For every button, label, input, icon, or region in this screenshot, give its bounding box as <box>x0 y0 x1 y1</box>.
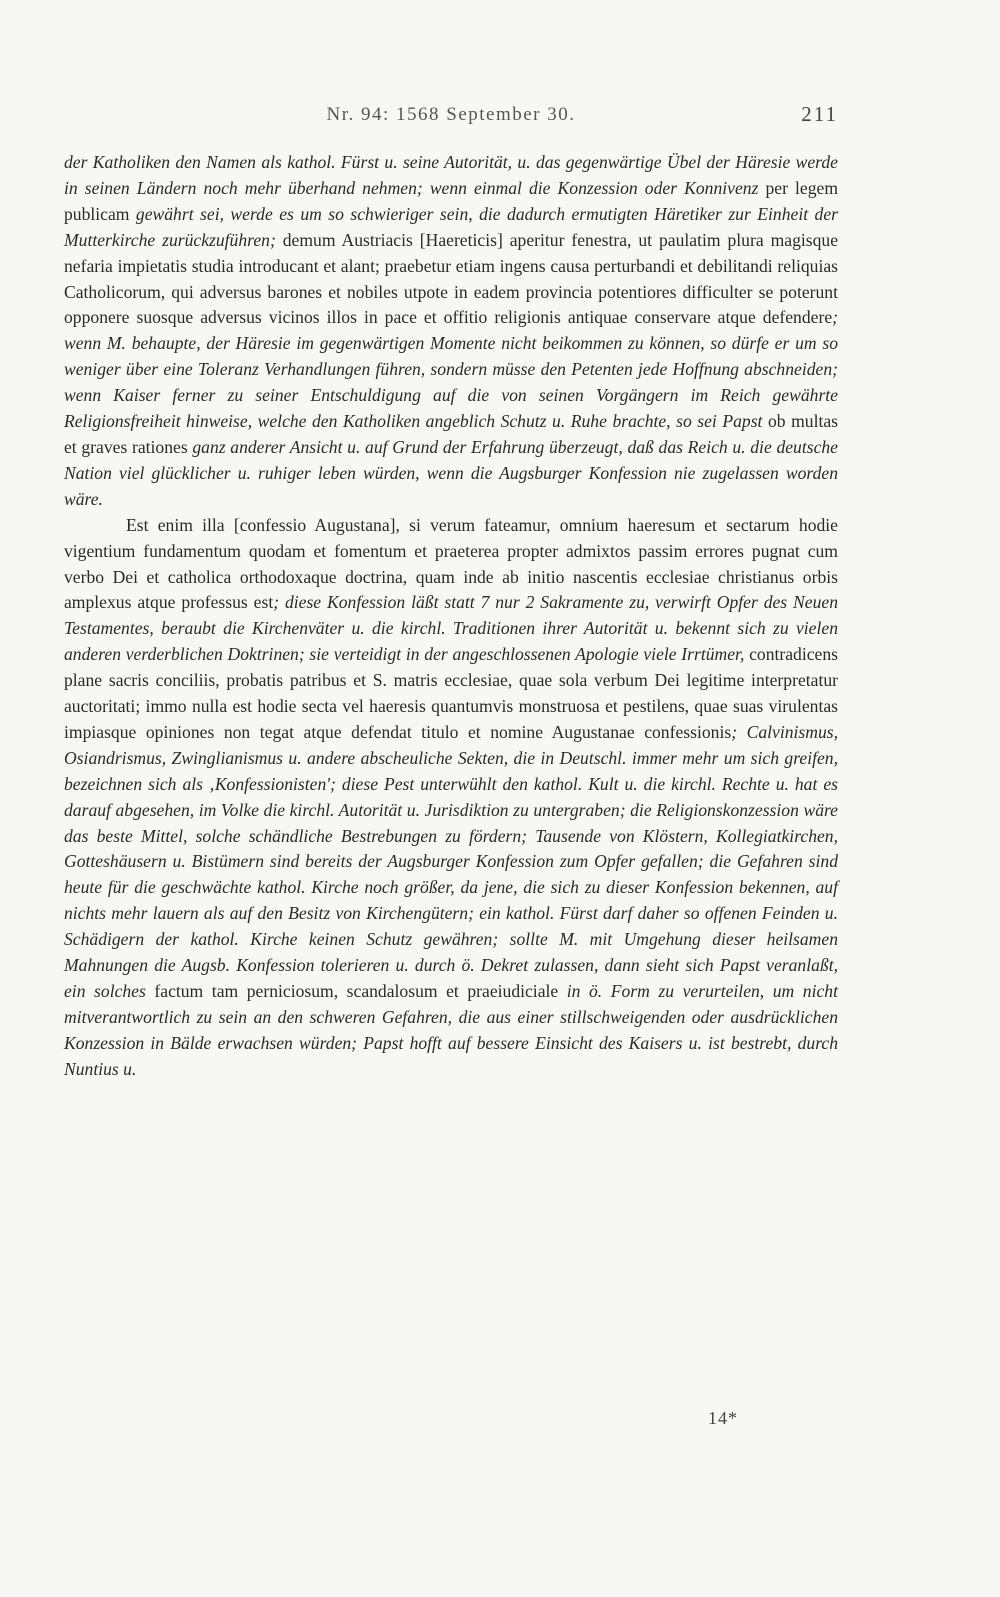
latin-quote-run: demum Austriacis [Haereticis] aperitur fenestra, ut paulatim plura magisque nefaria impietatis studia introducant et alant; praebetur etiam ingens causa perturbandi et debilitandi reliquias Catholicorum, qui adversus barones et nobiles utpote in eadem provincia potentiores difficulter se poterunt opponere suosque adversus vicinos illos in pace et offitio religionis antiquae conservare atque defendere <box>64 229 839 328</box>
page-number: 211 <box>801 102 838 126</box>
latin-quote-run: per legem publicam <box>64 177 839 224</box>
latin-quote-run: Est enim illa [confessio Augustana], si verum fateamur, omnium haeresum et sectarum hodie vigentium fundamentum quodam et fomentum et praeterea propter admixtos passim errores pugnat cum verbo Dei et catholica orthodoxaque doctrina, quam inde ab initio nascentis ecclesiae christianus orbis amplexus atque professus est <box>64 514 838 613</box>
latin-quote-run: factum tam perniciosum, scandalosum et praeiudiciale <box>145 981 567 1001</box>
signature-mark: 14* <box>708 1408 738 1428</box>
paragraph <box>64 150 838 513</box>
latin-quote-run: ob multas et graves rationes <box>64 411 838 457</box>
running-head <box>64 104 838 132</box>
german-summary-run: gewährt sei, werde es um so schwieriger sein, die dadurch ermutigten Häretiker zur Einheit der Mutterkirche zurückzuführen; <box>64 203 838 250</box>
latin-quote-run: contradicens plane sacris conciliis, probatis patribus et S. matris ecclesiae, quae sola verbum Dei legitime interpretatur auctoritati; immo nulla est hodie secta vel haeresis quantumvis monstruosa et pestilens, quae suas virulentas impiasque opiniones non tegat atque defendat titulo et nomine Augustanae confessionis <box>64 644 838 742</box>
german-summary-run: ; Calvinismus, Osiandrismus, Zwinglianismus u. andere abscheuliche Sekten, die in Deutschl. immer mehr um sich greifen, bezeichnen sich als ‚Konfessionisten'; diese Pest unterwühlt den kathol. Kult u. die kirchl. Rechte u. hat es darauf abgesehen, im Volke die kirchl. Autorität u. Jurisdiktion zu untergraben; die Religionskonzession wäre das beste Mittel, solche schändliche Bestrebungen zu fördern; Tausende von Klöstern, Kollegiatkirchen, Gotteshäusern u. Bistümern sind bereits der Augsburger Konfession zum Opfer gefallen; die Gefahren sind heute für die geschwächte kathol. Kirche noch größer, da jene, die sich zu dieser Konfession bekennen, auf nichts mehr lauern als auf den Besitz von Kirchengütern; ein kathol. Fürst darf daher so offenen Feinden u. Schädigern der kathol. Kirche keinen Schutz gewähren; sollte M. mit Umgehung dieser heilsamen Mahnungen die Augsb. Konfession tolerieren u. durch ö. Dekret zulassen, dann sieht sich Papst veranlaßt, ein solches <box>64 721 838 1001</box>
german-summary-run: ganz anderer Ansicht u. auf Grund der Erfahrung überzeugt, daß das Reich u. die deutsche Nation viel glücklicher u. ruhiger leben würden, wenn die Augsburger Konfession nie zugelassen worden wäre. <box>64 436 838 509</box>
german-summary-run: ; wenn M. behaupte, der Häresie im gegenwärtigen Momente nicht beikommen zu können, so dürfe er um so weniger über eine Toleranz Verhandlungen führen, sondern müsse den Petenten jede Hoffnung abschneiden; wenn Kaiser ferner zu seiner Entschuldigung auf die von seinen Vorgängern im Reich gewährte Religionsfreiheit hinweise, welche den Katholiken angeblich Schutz u. Ruhe brachte, so sei Papst <box>64 307 838 432</box>
german-summary-run: ; diese Konfession läßt statt 7 nur 2 Sakramente zu, verwirft Opfer des Neuen Testamentes, beraubt die Kirchenväter u. die kirchl. Traditionen ihrer Autorität u. bekennt sich zu vielen anderen verderblichen Doktrinen; sie verteidigt in der angeschlossenen Apologie viele Irrtümer, <box>64 592 838 665</box>
body-text <box>64 150 838 1083</box>
german-summary-run: in ö. Form zu verurteilen, um nicht mitverantwortlich zu sein an den schweren Gefahren, die aus einer stillschweigenden oder ausdrücklichen Konzession in Bälde erwachsen würden; Papst hofft auf bessere Einsicht des Kaisers u. ist bestrebt, durch Nuntius u. <box>64 981 838 1079</box>
paragraph <box>64 513 838 1083</box>
running-title: Nr. 94: 1568 September 30. <box>326 104 576 125</box>
german-summary-run: der Katholiken den Namen als kathol. Fürst u. seine Autorität, u. das gegenwärtige Übel der Häresie werde in seinen Ländern noch mehr überhand nehmen; wenn einmal die Konzession oder Konnivenz <box>64 152 838 198</box>
